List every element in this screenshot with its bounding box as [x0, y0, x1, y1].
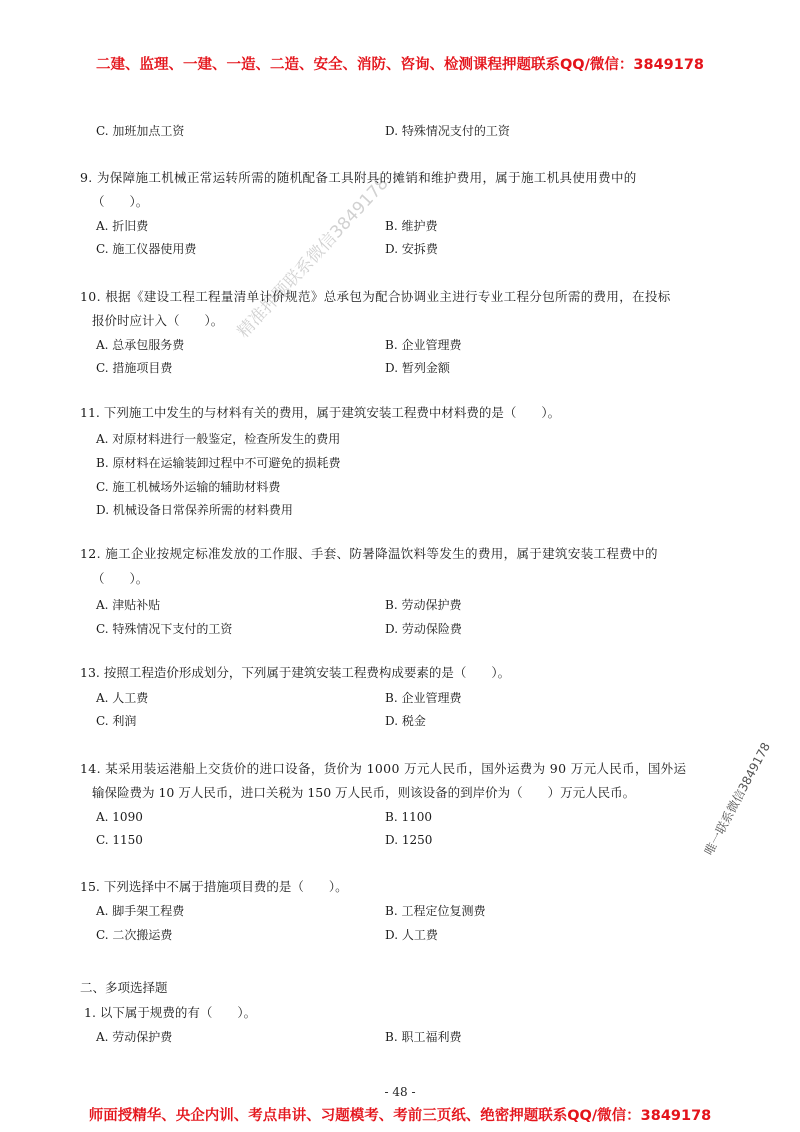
q12-option-b: B. 劳动保护费	[385, 598, 462, 612]
q10-option-b: B. 企业管理费	[385, 338, 462, 352]
q8-option-d: D. 特殊情况支付的工资	[385, 124, 510, 138]
q10-option-d: D. 暂列金额	[385, 361, 450, 375]
q10-stem: 10. 根据《建设工程工程量清单计价规范》总承包为配合协调业主进行专业工程分包所需的费用，在投标	[80, 289, 671, 304]
header-promo-banner: 二建、监理、一建、一造、二造、安全、消防、咨询、检测课程押题联系QQ/微信：3849178	[95, 57, 705, 73]
q11-option-b: B. 原材料在运输装卸过程中不可避免的损耗费	[96, 456, 341, 470]
m1-stem: 1. 以下属于规费的有（ ）。	[84, 1005, 257, 1020]
q9-stem-continued: （ ）。	[92, 194, 149, 209]
q11-stem: 11. 下列施工中发生的与材料有关的费用，属于建筑安装工程费中材料费的是（ ）。	[80, 405, 561, 420]
q15-option-a: A. 脚手架工程费	[96, 904, 185, 918]
m1-option-b: B. 职工福利费	[385, 1030, 462, 1044]
q10-stem-continued: 报价时应计入（ ）。	[92, 313, 224, 328]
q10-option-c: C. 措施项目费	[96, 361, 173, 375]
q11-option-d: D. 机械设备日常保养所需的材料费用	[96, 503, 293, 517]
q12-option-a: A. 津贴补贴	[96, 598, 161, 612]
q15-option-d: D. 人工费	[385, 928, 438, 942]
section-heading-multiple-choice: 二、多项选择题	[80, 980, 168, 995]
q14-option-b: B. 1100	[385, 810, 432, 824]
q14-option-c: C. 1150	[96, 833, 143, 847]
q9-stem: 9. 为保障施工机械正常运转所需的随机配备工具附具的摊销和维护费用，属于施工机具使用费中的	[80, 170, 637, 185]
q11-option-c: C. 施工机械场外运输的辅助材料费	[96, 480, 281, 494]
q12-option-c: C. 特殊情况下支付的工资	[96, 622, 233, 636]
diagonal-watermark: 精准押题联系微信3849178	[233, 173, 393, 343]
side-watermark: 唯一联系微信3849178	[701, 740, 774, 858]
q9-option-c: C. 施工仪器使用费	[96, 242, 197, 256]
q9-option-b: B. 维护费	[385, 219, 438, 233]
q10-option-a: A. 总承包服务费	[96, 338, 185, 352]
page-number: - 48 -	[384, 1085, 416, 1099]
q15-option-c: C. 二次搬运费	[96, 928, 173, 942]
q14-option-a: A. 1090	[96, 810, 143, 824]
q11-option-a: A. 对原材料进行一般鉴定，检查所发生的费用	[96, 432, 341, 446]
q9-option-d: D. 安拆费	[385, 242, 438, 256]
footer-promo-banner: 师面授精华、央企内训、考点串讲、习题模考、考前三页纸、绝密押题联系QQ/微信：3849178	[88, 1108, 712, 1124]
q12-stem: 12. 施工企业按规定标准发放的工作服、手套、防暑降温饮料等发生的费用，属于建筑安装工程费中的	[80, 546, 658, 561]
q12-option-d: D. 劳动保险费	[385, 622, 462, 636]
q13-option-d: D. 税金	[385, 714, 426, 728]
q12-stem-continued: （ ）。	[92, 571, 149, 586]
q9-option-a: A. 折旧费	[96, 219, 149, 233]
q13-option-a: A. 人工费	[96, 691, 149, 705]
q13-option-c: C. 利润	[96, 714, 137, 728]
q13-stem: 13. 按照工程造价形成划分，下列属于建筑安装工程费构成要素的是（ ）。	[80, 665, 511, 680]
q14-stem: 14. 某采用装运港船上交货价的进口设备，货价为 1000 万元人民币，国外运费为 90 万元人民币，国外运	[80, 761, 687, 776]
m1-option-a: A. 劳动保护费	[96, 1030, 173, 1044]
q8-option-c: C. 加班加点工资	[96, 124, 185, 138]
q13-option-b: B. 企业管理费	[385, 691, 462, 705]
q14-stem-continued: 输保险费为 10 万人民币，进口关税为 150 万人民币，则该设备的到岸价为（ ）万元人民币。	[92, 785, 636, 800]
q14-option-d: D. 1250	[385, 833, 433, 847]
q15-stem: 15. 下列选择中不属于措施项目费的是（ ）。	[80, 879, 348, 894]
q15-option-b: B. 工程定位复测费	[385, 904, 486, 918]
